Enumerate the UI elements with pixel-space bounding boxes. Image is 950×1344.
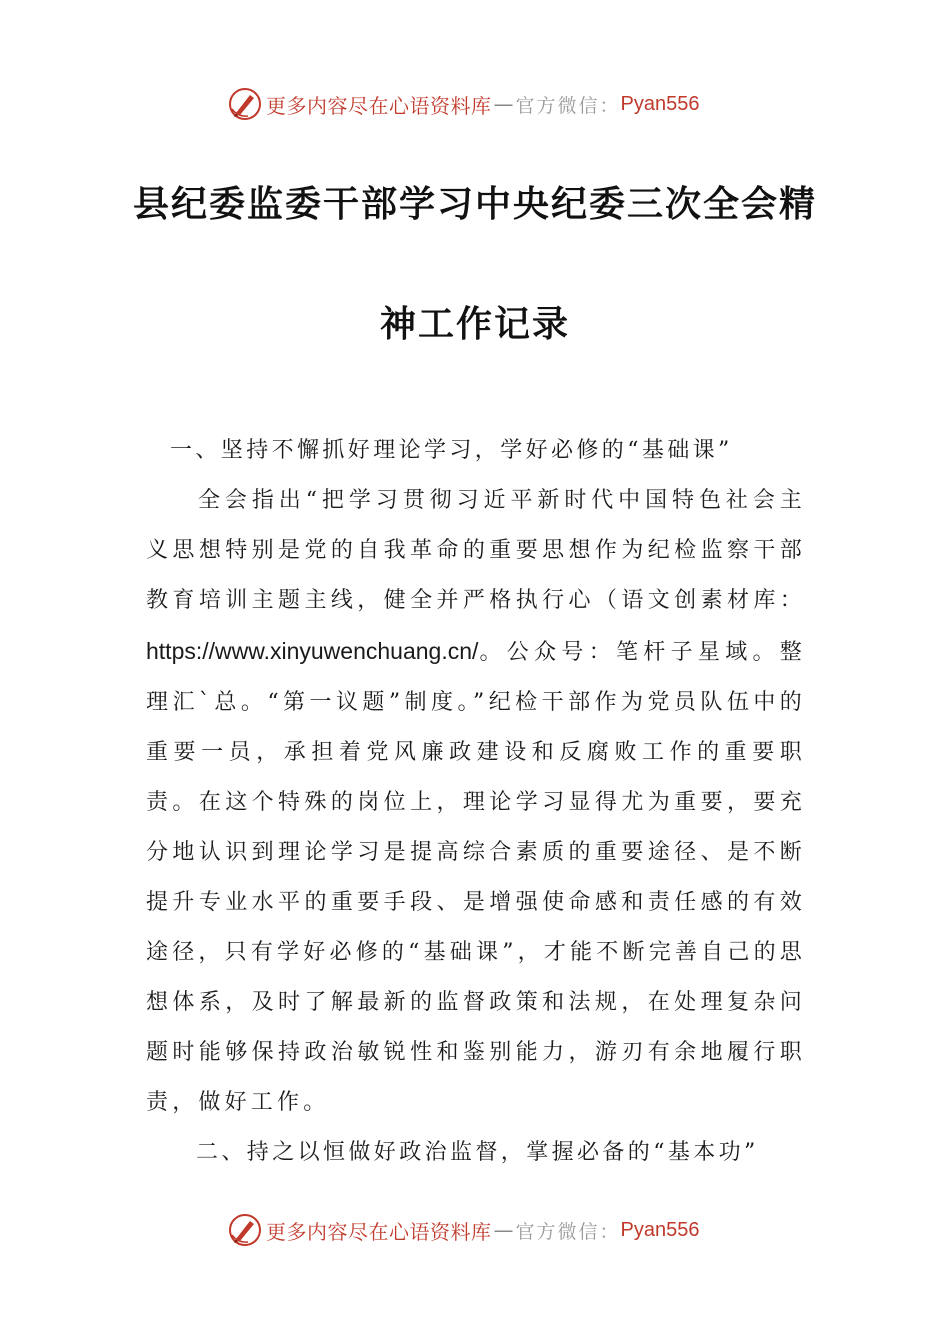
source-url-link[interactable]: https://www.xinyuwenchuang.cn/ [146, 638, 479, 664]
watermark-wechat-label: 官方微信： [515, 94, 621, 117]
document-title-line2: 神工作记录 [379, 304, 570, 345]
watermark-text: 更多内容尽在心语资料库 [266, 93, 492, 118]
document-title-line1: 县纪委监委干部学习中央纪委三次全会精 [132, 184, 817, 225]
watermark-dash: — [493, 92, 514, 116]
paragraph-1 [146, 476, 806, 1128]
watermark-wechat-id: Pyan556 [620, 92, 700, 115]
paragraph-1-text-a: 全会指出“把学习贯彻习近平新时代中国特色社会主义思想特别是党的自我革命的重要思想作为纪检监察干部教育培训主题主线，健全并严格执行心（语文创素材库： [146, 488, 806, 613]
paragraph-1-text-b: 。公众号：笔杆子星域。整理汇`总。“第一议题”制度。”纪检干部作为党员队伍中的重要一员，承担着党风廉政建设和反腐败工作的重要职责。在这个特殊的岗位上，理论学习显得尤为重要，要充分地认识到理论学习是提高综合素质的重要途径、是不断提升专业水平的重要手段、是增强使命感和责任感的有效途径，只有学好必修的“基础课”，才能不断完善自己的思想体系，及时了解最新的监督政策和法规，在处理复杂问题时能够保持政治敏锐性和鉴别能力，游刃有余地履行职责，做好工作。 [146, 640, 806, 1115]
pen-logo-icon [228, 87, 262, 121]
watermark-dash: — [493, 1218, 514, 1242]
document-body [146, 426, 806, 1178]
watermark-footer [228, 1212, 699, 1248]
watermark-header [228, 86, 699, 122]
watermark-wechat-id: Pyan556 [620, 1218, 700, 1241]
pen-logo-icon [228, 1213, 262, 1247]
section-heading-2: 二、持之以恒做好政治监督，掌握必备的“基本功” [196, 1140, 759, 1165]
watermark-wechat-label: 官方微信： [515, 1220, 621, 1243]
section-heading-1: 一、坚持不懈抓好理论学习，学好必修的“基础课” [170, 438, 733, 463]
watermark-text: 更多内容尽在心语资料库 [266, 1219, 492, 1244]
